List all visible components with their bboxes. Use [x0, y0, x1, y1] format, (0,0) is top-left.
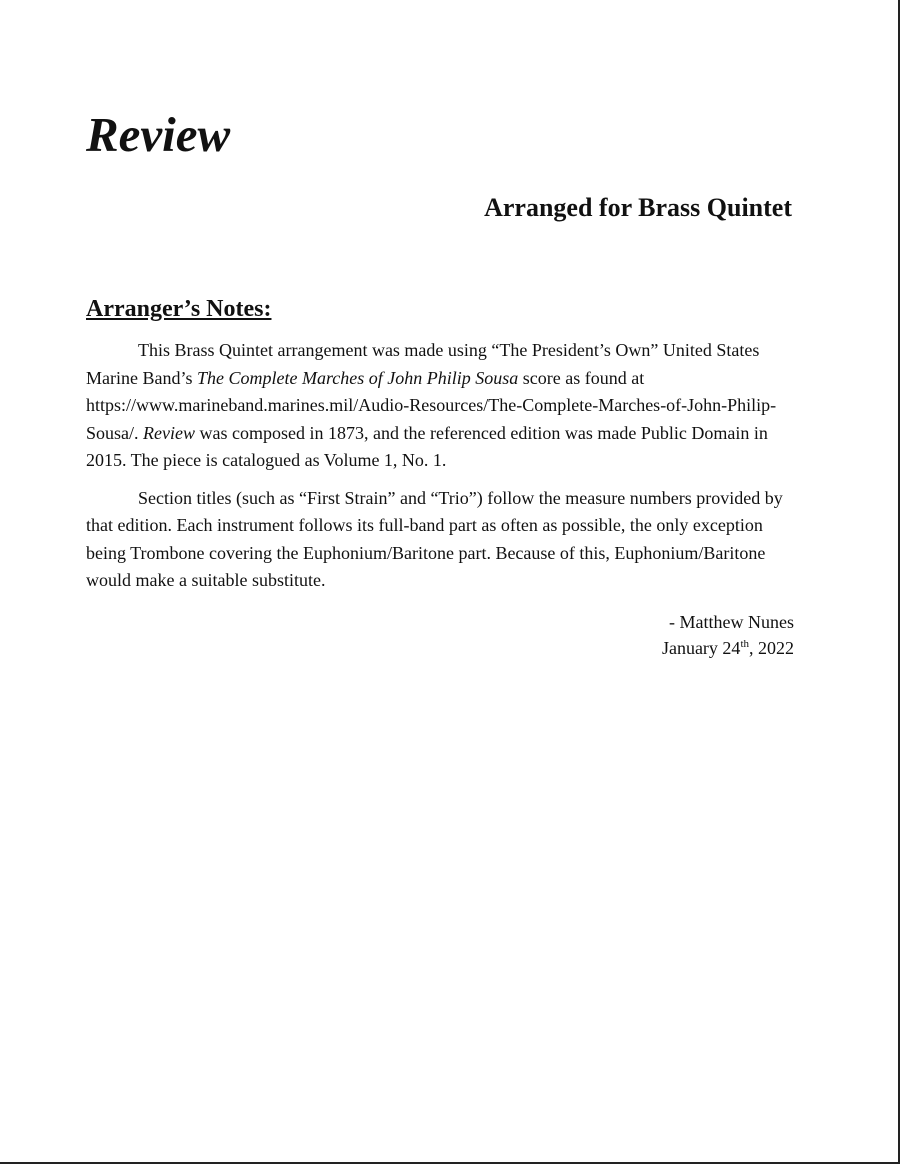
notes-paragraph-1: [86, 337, 794, 475]
arranger-name: - Matthew Nunes: [669, 611, 794, 632]
signature-date: [86, 635, 794, 661]
arrangers-notes-section: [86, 294, 794, 661]
notes-paragraph-2: Section titles (such as “First Strain” and “Trio”) follow the measure numbers provided by that edition. Each instrument follows its full-band part as often as possible, the only exception being Trombone covering the Euphonium/Baritone part. Because of this, Euphonium/Baritone would make a suitable substitute.: [86, 487, 783, 591]
paragraph-1-text-c: was composed in 1873, and the referenced edition was made Public Domain in 2015. The piece is catalogued as Volume 1, No. 1.: [86, 422, 768, 471]
book-title: The Complete Marches of John Philip Sousa: [196, 367, 519, 388]
paragraph-1-text-a: This Brass Quintet arrangement was made using “The President’s Own” United States Marine Band’s: [86, 340, 760, 388]
notes-heading: Arranger’s Notes:: [86, 296, 272, 322]
piece-title: Review: [143, 422, 195, 443]
date-ordinal-suffix: th: [740, 637, 749, 650]
document-title: Review: [86, 107, 231, 162]
date-year: , 2022: [749, 637, 794, 658]
signature-block: [86, 609, 794, 661]
date-month-day: January 24: [661, 637, 741, 658]
document-subtitle: Arranged for Brass Quintet: [484, 193, 792, 222]
paragraph-1-text-b: score as found at https://www.marineband.marines.mil/Audio-Resources/The-Complete-Marches-of-John-Philip-Sousa/.: [86, 367, 777, 443]
